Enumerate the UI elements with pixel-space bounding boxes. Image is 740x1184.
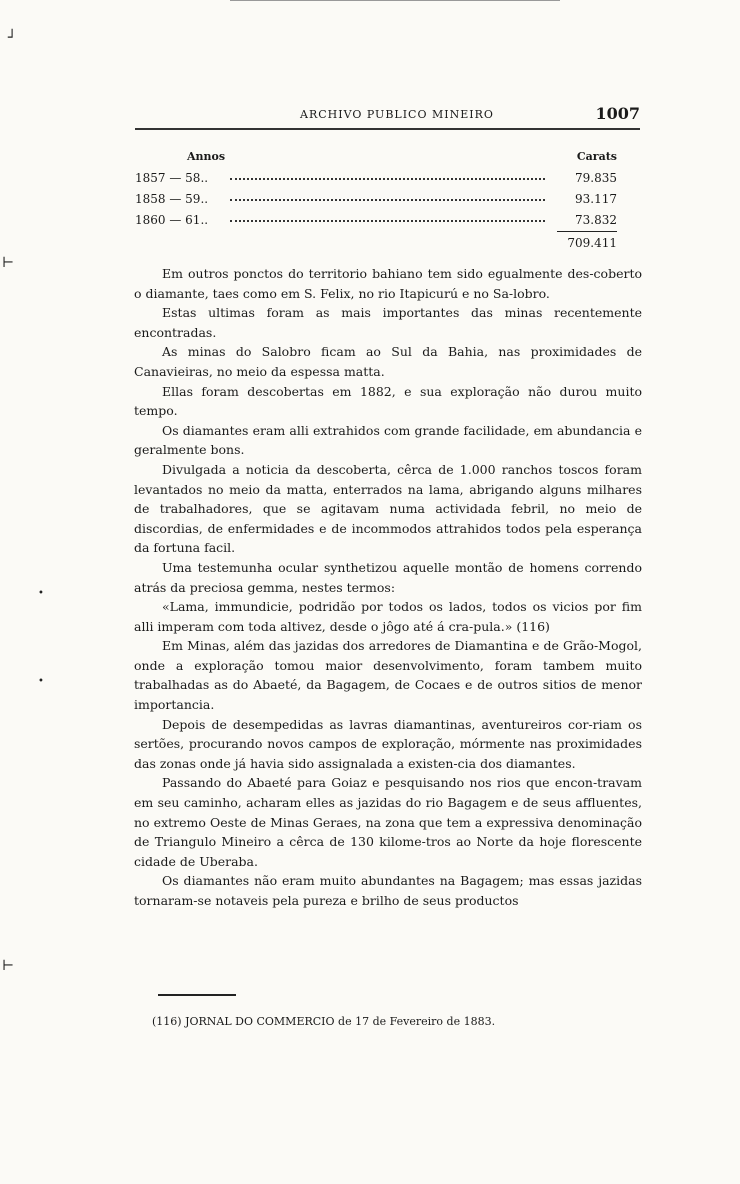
row-period: 1858 — 59.. bbox=[135, 192, 209, 206]
running-title: ARCHIVO PUBLICO MINEIRO bbox=[300, 108, 494, 121]
body-text bbox=[134, 264, 642, 911]
dot-leader bbox=[230, 178, 545, 180]
quote-paragraph: «Lama, immundicie, podridão por todos os lados, todos os vicios por fim alli imperam com toda altivez, desde o jôgo até á cra-pula.» (116) bbox=[134, 599, 642, 634]
paragraph: Em Minas, além das jazidas dos arredores de Diamantina e de Grão-Mogol, onde a exploração tomou maior desenvolvimento, foram tambem muito trabalhadas as do Abaeté, da Bagagem, de Cocaes e de outros sitios de menor importancia. bbox=[134, 638, 642, 713]
paragraph: Os diamantes eram alli extrahidos com grande facilidade, em abundancia e geralmente bons. bbox=[134, 422, 642, 458]
table-row bbox=[135, 213, 617, 234]
margin-mark: ┘ bbox=[8, 30, 17, 46]
running-header bbox=[135, 104, 640, 128]
header-rule bbox=[135, 128, 640, 130]
paragraph: Os diamantes não eram muito abundantes na Bagagem; mas essas jazidas tornaram-se notaveis pela pureza e brilho de seus productos bbox=[134, 873, 642, 908]
col-carats: Carats bbox=[576, 150, 617, 163]
footnote: (116) JORNAL DO COMMERCIO de 17 de Fevereiro de 1883. bbox=[152, 1015, 496, 1028]
row-carats: 79.835 bbox=[575, 171, 617, 185]
col-annos: Annos bbox=[187, 150, 226, 163]
dot-leader bbox=[230, 220, 545, 222]
paragraph: Uma testemunha ocular synthetizou aquelle montão de homens correndo atrás da preciosa gemma, nestes termos: bbox=[134, 559, 642, 595]
paragraph: Passando do Abaeté para Goiaz e pesquisando nos rios que encon-travam em seu caminho, acharam elles as jazidas do rio Bagagem e de seus affluentes, no extremo Oeste de Minas Geraes, na zona que tem a expressiva denominação de Triangulo Mineiro a cêrca de 130 kilome-tros ao Norte da hoje florescente cidade de Uberaba. bbox=[134, 775, 642, 869]
page-number: 1007 bbox=[595, 104, 640, 123]
paragraph: Depois de desempedidas as lavras diamantinas, aventureiros cor-riam os sertões, procurando novos campos de exploração, mórmente nas proximidades das zonas onde já havia sido assignalada a existen-cia dos diamantes. bbox=[134, 716, 642, 771]
footnote-rule bbox=[158, 994, 236, 996]
row-period: 1857 — 58.. bbox=[135, 171, 209, 185]
paragraph: Divulgada a noticia da descoberta, cêrca de 1.000 ranchos toscos foram levantados no meio da matta, enterrados na lama, abrigando alguns milhares de trabalhadores, que se agitavam numa actividada febril, no meio de discordias, de enfermidades e de incommodos attrahidos todos pela esperança da fortuna facil. bbox=[134, 461, 642, 556]
sum-rule bbox=[557, 231, 617, 232]
page-top-edge bbox=[230, 0, 560, 1]
margin-dot: • bbox=[38, 676, 44, 687]
row-carats: 93.117 bbox=[575, 192, 617, 206]
paragraph: Em outros ponctos do territorio bahiano tem sido egualmente des-coberto o diamante, taes como em S. Felix, no rio Itapicurú e no Sa-lobro. bbox=[134, 266, 642, 301]
paragraph: As minas do Salobro ficam ao Sul da Bahia, nas proximidades de Canavieiras, no meio da espessa matta. bbox=[134, 344, 642, 379]
margin-mark: ⊢ bbox=[2, 255, 15, 271]
row-carats: 73.832 bbox=[575, 213, 617, 227]
dot-leader bbox=[230, 199, 545, 201]
row-period: 1860 — 61.. bbox=[135, 213, 209, 227]
table-row bbox=[135, 192, 617, 213]
table-row bbox=[135, 171, 617, 192]
carats-table bbox=[135, 150, 617, 250]
paragraph: Ellas foram descobertas em 1882, e sua exploração não durou muito tempo. bbox=[134, 383, 642, 419]
margin-dot: • bbox=[38, 588, 44, 599]
table-header-row bbox=[135, 150, 617, 171]
paragraph: Estas ultimas foram as mais importantes das minas recentemente encontradas. bbox=[134, 305, 642, 340]
total-carats: 709.411 bbox=[567, 236, 617, 250]
margin-mark: ⊢ bbox=[2, 958, 15, 974]
